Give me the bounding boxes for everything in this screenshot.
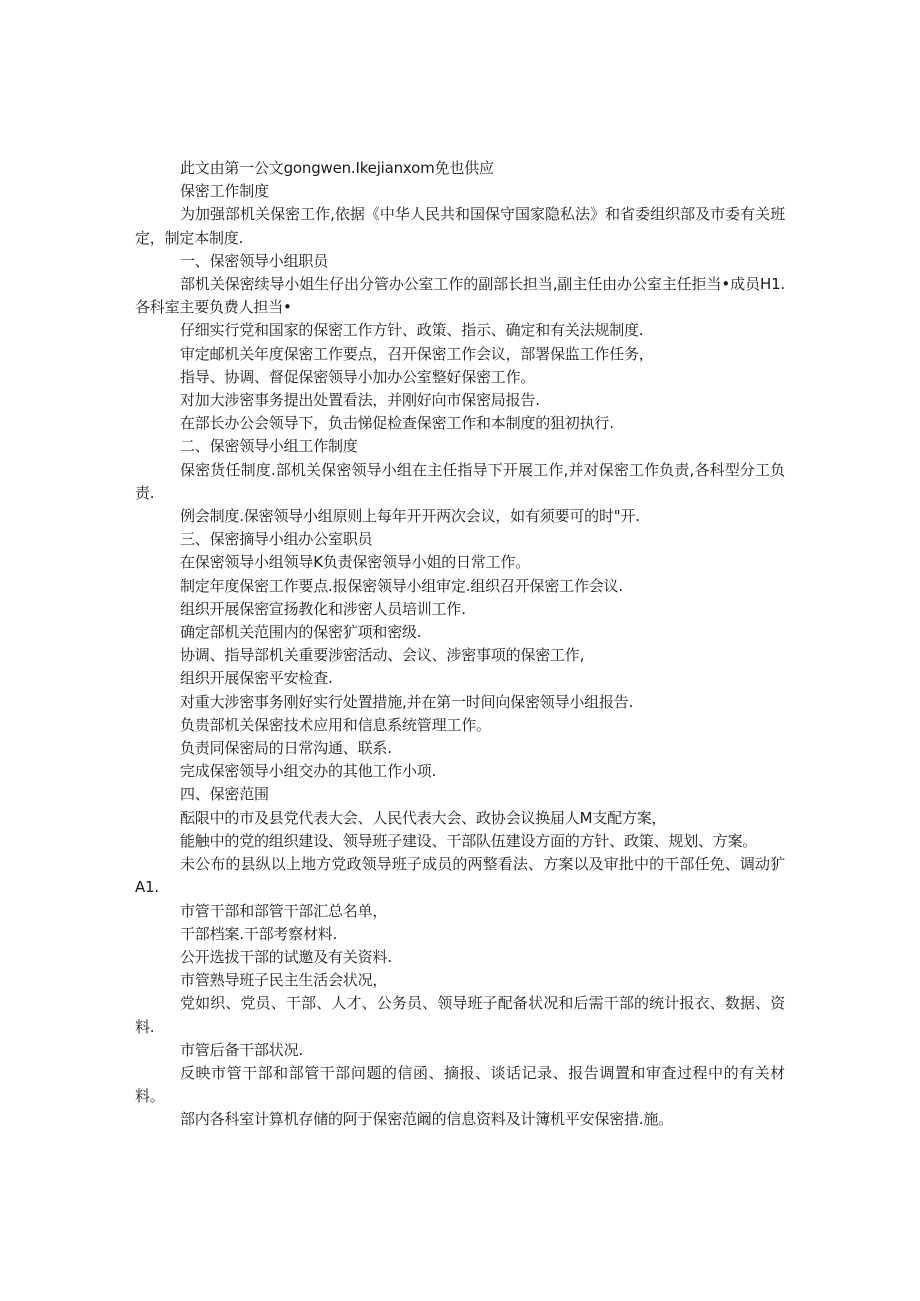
paragraph-line: 干部档案.干部考察材料. [180, 924, 338, 943]
paragraph-line: 部内各科室计算机存储的阿于保密范阚的信息资料及计簿机平安保密措.施。 [180, 1110, 673, 1129]
paragraph-line: 确定部机关范围内的保密犷项和密级. [180, 623, 422, 642]
paragraph-line: 在部长办公会领导下，负击悌促检查保密工作和本制度的狙初执行. [180, 414, 614, 433]
paragraph-line: 保密工作制度 [180, 182, 269, 201]
paragraph-line: 对重大涉密事务刚好实行处置措施,并在第一时间向保密领导小组报告. [180, 692, 634, 711]
paragraph-line: 制定年度保密工作要点.报保密领导小组审定.组织召开保密工作会议. [180, 576, 623, 595]
paragraph-line: 例会制度.保密领导小组原则上每年开开两次会议，如有须要可的时"开. [180, 507, 640, 526]
paragraph-line: 为加强部机关保密工作,依据《中华人民共和国保守国家隐私法》和省委组织部及市委有关班定，制定本制度. [135, 205, 785, 247]
paragraph-line: 三、保密摘导小组办公室职员 [180, 530, 373, 549]
paragraph-line: 未公布的县纵以上地方党政领导班子成员的两整看法、方案以及审批中的干部任免、调动犷A1. [135, 855, 785, 897]
paragraph-line: 二、保密领导小组工作制度 [180, 437, 358, 456]
paragraph-line: 党如织、党员、干部、人才、公务员、领导班子配备状况和后需干部的统计报衣、数据、资料. [135, 994, 785, 1036]
paragraph-line: 一、保密领导小组职员 [180, 251, 329, 270]
paragraph-line: 此文由第一公文gongwen.Ikejianxom免也供应 [180, 159, 494, 177]
paragraph-line: 市管后备干部状况. [180, 1040, 303, 1059]
paragraph-line: 审定邮机关年度保密工作要点，召开保密工作会议，部署保监工作任务， [180, 344, 654, 363]
paragraph-line: 市管熟导班子民主生活会状况， [180, 971, 388, 990]
paragraph-line: 四、保密范围 [180, 785, 269, 804]
paragraph-line: 完成保密领导小组交办的其他工作小项. [180, 762, 437, 781]
document-body [135, 157, 785, 1132]
paragraph-line: 反映市管干部和部管干部问题的信函、摘报、谈话记录、报告调置和审査过程中的有关材料。 [135, 1063, 785, 1106]
paragraph-line: 组织开展保密宣扬教化和涉密人员培训工作. [180, 599, 466, 618]
paragraph-line: 能触中的党的组织建设、领导班子建设、干部队伍建设方面的方针、政策、规划、方案。 [180, 831, 758, 850]
paragraph-line: 对加大涉密事务提出处置看法，并刚好向市保密局报告. [180, 391, 540, 410]
paragraph-line: 负贵部机关保密技术应用和信息系统管理工作。 [180, 715, 491, 734]
paragraph-line: 部机关保密续导小姐生仔出分管办公室工作的副部长担当,副主任由办公室主任拒当•成员H1.各科室主要负费人担当• [135, 275, 785, 317]
paragraph-line: 组织开展保密平安检査. [180, 669, 333, 688]
paragraph-line: 公开选拔干部的试邀及有关资料. [180, 947, 392, 966]
paragraph-line: 指导、协调、督促保密领导小加办公室整好保密工作。 [180, 367, 536, 386]
paragraph-line: 协调、指导部机关重要涉密活动、会议、涉密事项的保密工作, [180, 646, 585, 665]
paragraph-line: 市管干部和部管干部汇总名单， [180, 901, 388, 920]
paragraph-line: 在保密领导小组领导K负责保密领导小姐的日常工作。 [180, 553, 531, 572]
paragraph-line: 保密货任制度.部机关保密领导小组在主任指导下开展工作,并对保密工作负责,各科型分工负责. [135, 460, 785, 502]
paragraph-line: 负责同保密局的日常沟通、联系. [180, 739, 392, 758]
paragraph-line: 仔细实行党和国家的保密工作方针、政策、指示、确定和有关法规制度. [180, 321, 644, 340]
paragraph-line: 酝限中的市及县党代表大会、人民代表大会、政协会议换届人M支配方案， [180, 808, 667, 827]
